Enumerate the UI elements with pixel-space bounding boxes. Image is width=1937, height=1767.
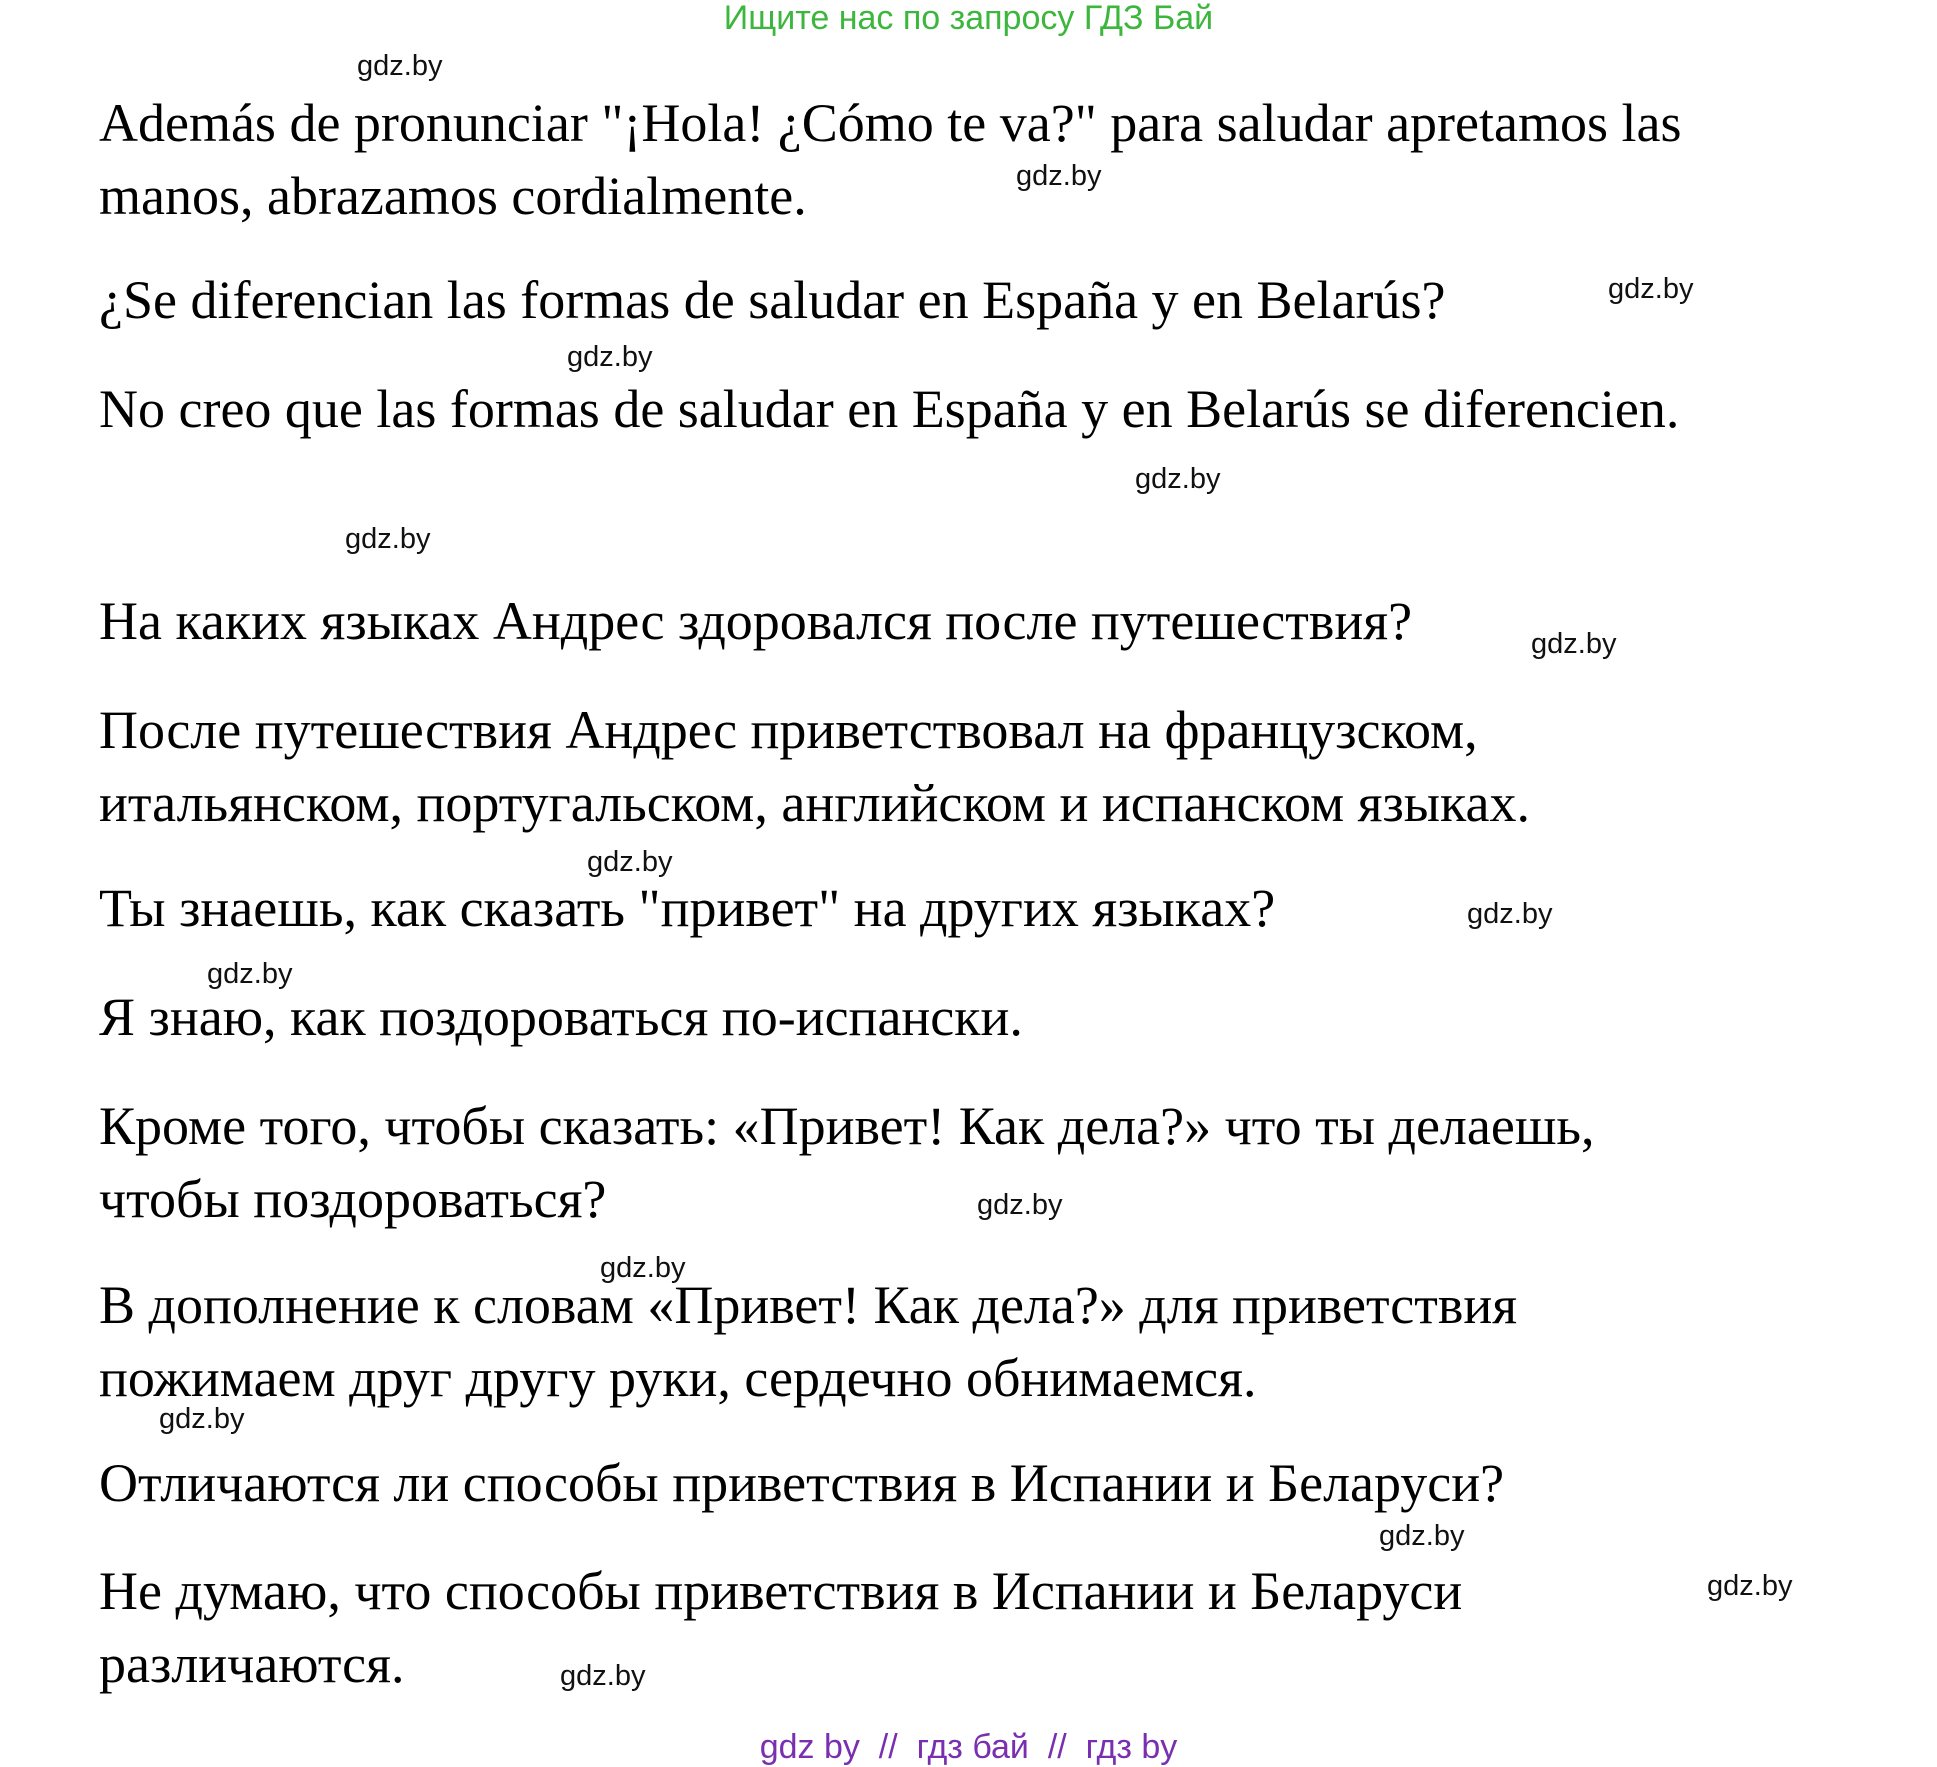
- watermark: gdz.by: [1707, 1570, 1793, 1602]
- text-line: No creo que las formas de saludar en España y en Belarús se diferencien.: [99, 379, 1680, 439]
- paragraph-russian-question-1: [99, 585, 1412, 658]
- watermark: gdz.by: [977, 1189, 1063, 1221]
- watermark: gdz.by: [345, 523, 431, 555]
- text-line: Отличаются ли способы приветствия в Испании и Беларуси?: [99, 1453, 1505, 1513]
- text-line: Я знаю, как поздороваться по-испански.: [99, 987, 1023, 1047]
- watermark: gdz.by: [1531, 628, 1617, 660]
- watermark: gdz.by: [567, 341, 653, 373]
- watermark: gdz.by: [1379, 1520, 1465, 1552]
- site-footer-banner: gdz by // гдз бай // гдз by: [759, 1728, 1178, 1766]
- text-line: Не думаю, что способы приветствия в Испании и Беларуси: [99, 1561, 1463, 1621]
- paragraph-russian-answer-2: [99, 981, 1023, 1054]
- text-line: итальянском, португальском, английском и испанском языках.: [99, 773, 1530, 833]
- paragraph-russian-question-2: [99, 872, 1275, 945]
- paragraph-russian-answer-1: [99, 694, 1530, 840]
- text-line: чтобы поздороваться?: [99, 1169, 607, 1229]
- watermark: gdz.by: [1135, 463, 1221, 495]
- watermark: gdz.by: [357, 50, 443, 82]
- text-line: manos, abrazamos cordialmente.: [99, 166, 807, 226]
- watermark: gdz.by: [1016, 160, 1102, 192]
- text-line: Ты знаешь, как сказать "привет" на других языках?: [99, 878, 1276, 938]
- paragraph-russian-answer-3: [99, 1269, 1517, 1415]
- paragraph-russian-question-4: [99, 1447, 1504, 1520]
- watermark: gdz.by: [207, 958, 293, 990]
- text-line: После путешествия Андрес приветствовал на французском,: [99, 700, 1478, 760]
- watermark: gdz.by: [159, 1403, 245, 1435]
- text-line: Кроме того, чтобы сказать: «Привет! Как дела?» что ты делаешь,: [99, 1096, 1595, 1156]
- paragraph-spanish-answer-1: [99, 87, 1681, 233]
- paragraph-russian-question-3: [99, 1090, 1595, 1236]
- paragraph-spanish-answer-2: [99, 373, 1679, 446]
- watermark: gdz.by: [587, 846, 673, 878]
- text-line: В дополнение к словам «Привет! Как дела?» для приветствия: [99, 1275, 1518, 1335]
- paragraph-spanish-question-2: [99, 264, 1445, 337]
- watermark: gdz.by: [560, 1660, 646, 1692]
- paragraph-russian-answer-4: [99, 1555, 1462, 1701]
- search-hint-banner: Ищите нас по запросу ГДЗ Бай: [723, 0, 1214, 37]
- text-line: пожимаем друг другу руки, сердечно обнимаемся.: [99, 1348, 1257, 1408]
- text-line: различаются.: [99, 1634, 405, 1694]
- watermark: gdz.by: [600, 1252, 686, 1284]
- watermark: gdz.by: [1467, 898, 1553, 930]
- text-line: ¿Se diferencian las formas de saludar en España y en Belarús?: [99, 270, 1446, 330]
- text-line: На каких языках Андрес здоровался после путешествия?: [99, 591, 1413, 651]
- watermark: gdz.by: [1608, 273, 1694, 305]
- text-line: Además de pronunciar "¡Hola! ¿Cómo te va?" para saludar apretamos las: [99, 93, 1682, 153]
